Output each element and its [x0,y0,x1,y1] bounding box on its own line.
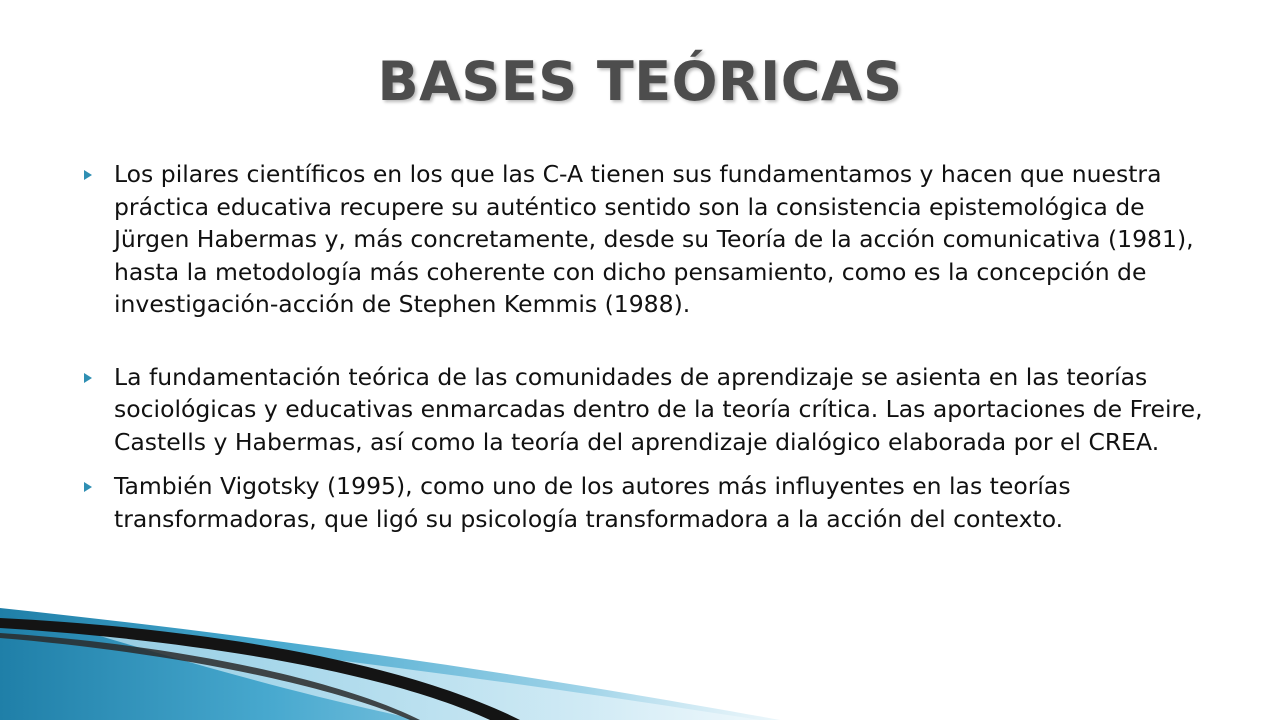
bullet-item [84,158,1224,321]
triangle-bullet-icon [84,373,92,383]
triangle-bullet-icon [84,482,92,492]
triangle-bullet-icon [84,170,92,180]
bullet-text: Los pilares científicos en los que las C-A tienen sus fundamentamos y hacen que nuestra práctica educativa recupere su auténtico sentido son la consistencia epistemológica de Jürgen Habermas y, más concretamente, desde su Teoría de la acción comunicativa (1981), hasta la metodología más coherente con dicho pensamiento, como es la concepción de investigación-acción de Stephen Kemmis (1988). [114,160,1194,318]
bullet-text: También Vigotsky (1995), como uno de los autores más influyentes en las teorías transformadoras, que ligó su psicología transformadora a la acción del contexto. [114,472,1071,533]
bullet-item [84,361,1224,459]
bullet-list [84,158,1224,535]
slide-title: BASES TEÓRICAS [377,50,903,113]
bullet-text: La fundamentación teórica de las comunidades de aprendizaje se asienta en las teorías sociológicas y educativas enmarcadas dentro de la teoría crítica. Las aportaciones de Freire, Castells y Habermas, así como la teoría del aprendizaje dialógico elaborada por el CREA. [114,362,1203,456]
bullet-item [84,470,1224,535]
decorative-swoosh [0,600,1280,720]
